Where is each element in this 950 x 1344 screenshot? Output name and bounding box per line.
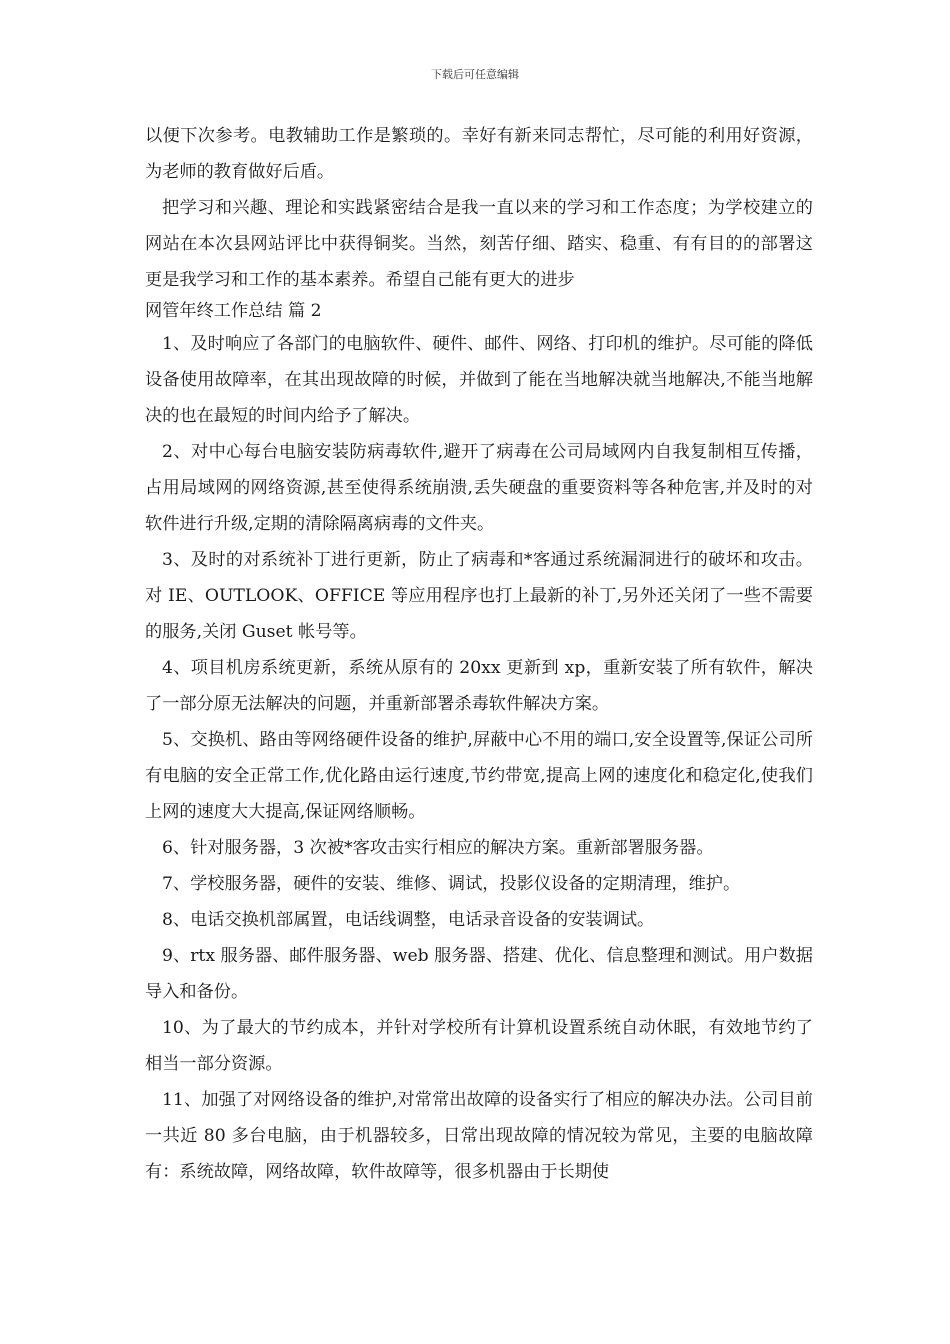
section-title: 网管年终工作总结 篇 2	[145, 301, 322, 321]
list-item: 9、rtx 服务器、邮件服务器、web 服务器、搭建、优化、信息整理和测试。用户数据导入和备份。	[145, 946, 813, 1002]
list-item: 8、电话交换机部属置，电话线调整，电话录音设备的安装调试。	[162, 910, 655, 930]
list-item: 6、针对服务器，3 次被*客攻击实行相应的解决方案。重新部署服务器。	[162, 838, 714, 858]
header-note: 下载后可任意编辑	[431, 68, 519, 81]
list-item: 7、学校服务器，硬件的安装、维修、调试，投影仪设备的定期清理，维护。	[162, 874, 741, 894]
document-body	[145, 118, 813, 1190]
paragraph: 把学习和兴趣、理论和实践紧密结合是我一直以来的学习和工作态度；为学校建立的网站在本次县网站评比中获得铜奖。当然，刻苦仔细、踏实、稳重、有有目的的部署这更是我学习和工作的基本素养。希望自己能有更大的进步	[145, 198, 813, 290]
list-item: 11、加强了对网络设备的维护,对常常出故障的设备实行了相应的解决办法。公司目前一共近 80 多台电脑，由于机器较多，日常出现故障的情况较为常见，主要的电脑故障有：系统故障，网络故障，软件故障等，很多机器由于长期使	[145, 1090, 813, 1182]
list-item: 3、及时的对系统补丁进行更新，防止了病毒和*客通过系统漏洞进行的破坏和攻击。对 IE、OUTLOOK、OFFICE 等应用程序也打上最新的补丁,另外还关闭了一些不需要的服务,关闭 Guset 帐号等。	[145, 550, 813, 642]
list-item: 5、交换机、路由等网络硬件设备的维护,屏蔽中心不用的端口,安全设置等,保证公司所有电脑的安全正常工作,优化路由运行速度,节约带宽,提高上网的速度化和稳定化,使我们上网的速度大大提高,保证网络顺畅。	[145, 730, 813, 822]
paragraph: 以便下次参考。电教辅助工作是繁琐的。幸好有新来同志帮忙，尽可能的利用好资源，为老师的教育做好后盾。	[145, 126, 813, 182]
list-item: 10、为了最大的节约成本，并针对学校所有计算机设置系统自动休眠，有效地节约了相当一部分资源。	[145, 1018, 813, 1074]
list-item: 4、项目机房系统更新，系统从原有的 20xx 更新到 xp，重新安装了所有软件，解决了一部分原无法解决的问题，并重新部署杀毒软件解决方案。	[145, 658, 813, 714]
list-item: 1、及时响应了各部门的电脑软件、硬件、邮件、网络、打印机的维护。尽可能的降低设备使用故障率，在其出现故障的时候，并做到了能在当地解决就当地解决,不能当地解决的也在最短的时间内给予了解决。	[145, 334, 813, 426]
list-item: 2、对中心每台电脑安装防病毒软件,避开了病毒在公司局域网内自我复制相互传播，占用局域网的网络资源,甚至使得系统崩溃,丢失硬盘的重要资料等各种危害,并及时的对软件进行升级,定期的清除隔离病毒的文件夹。	[145, 442, 813, 534]
